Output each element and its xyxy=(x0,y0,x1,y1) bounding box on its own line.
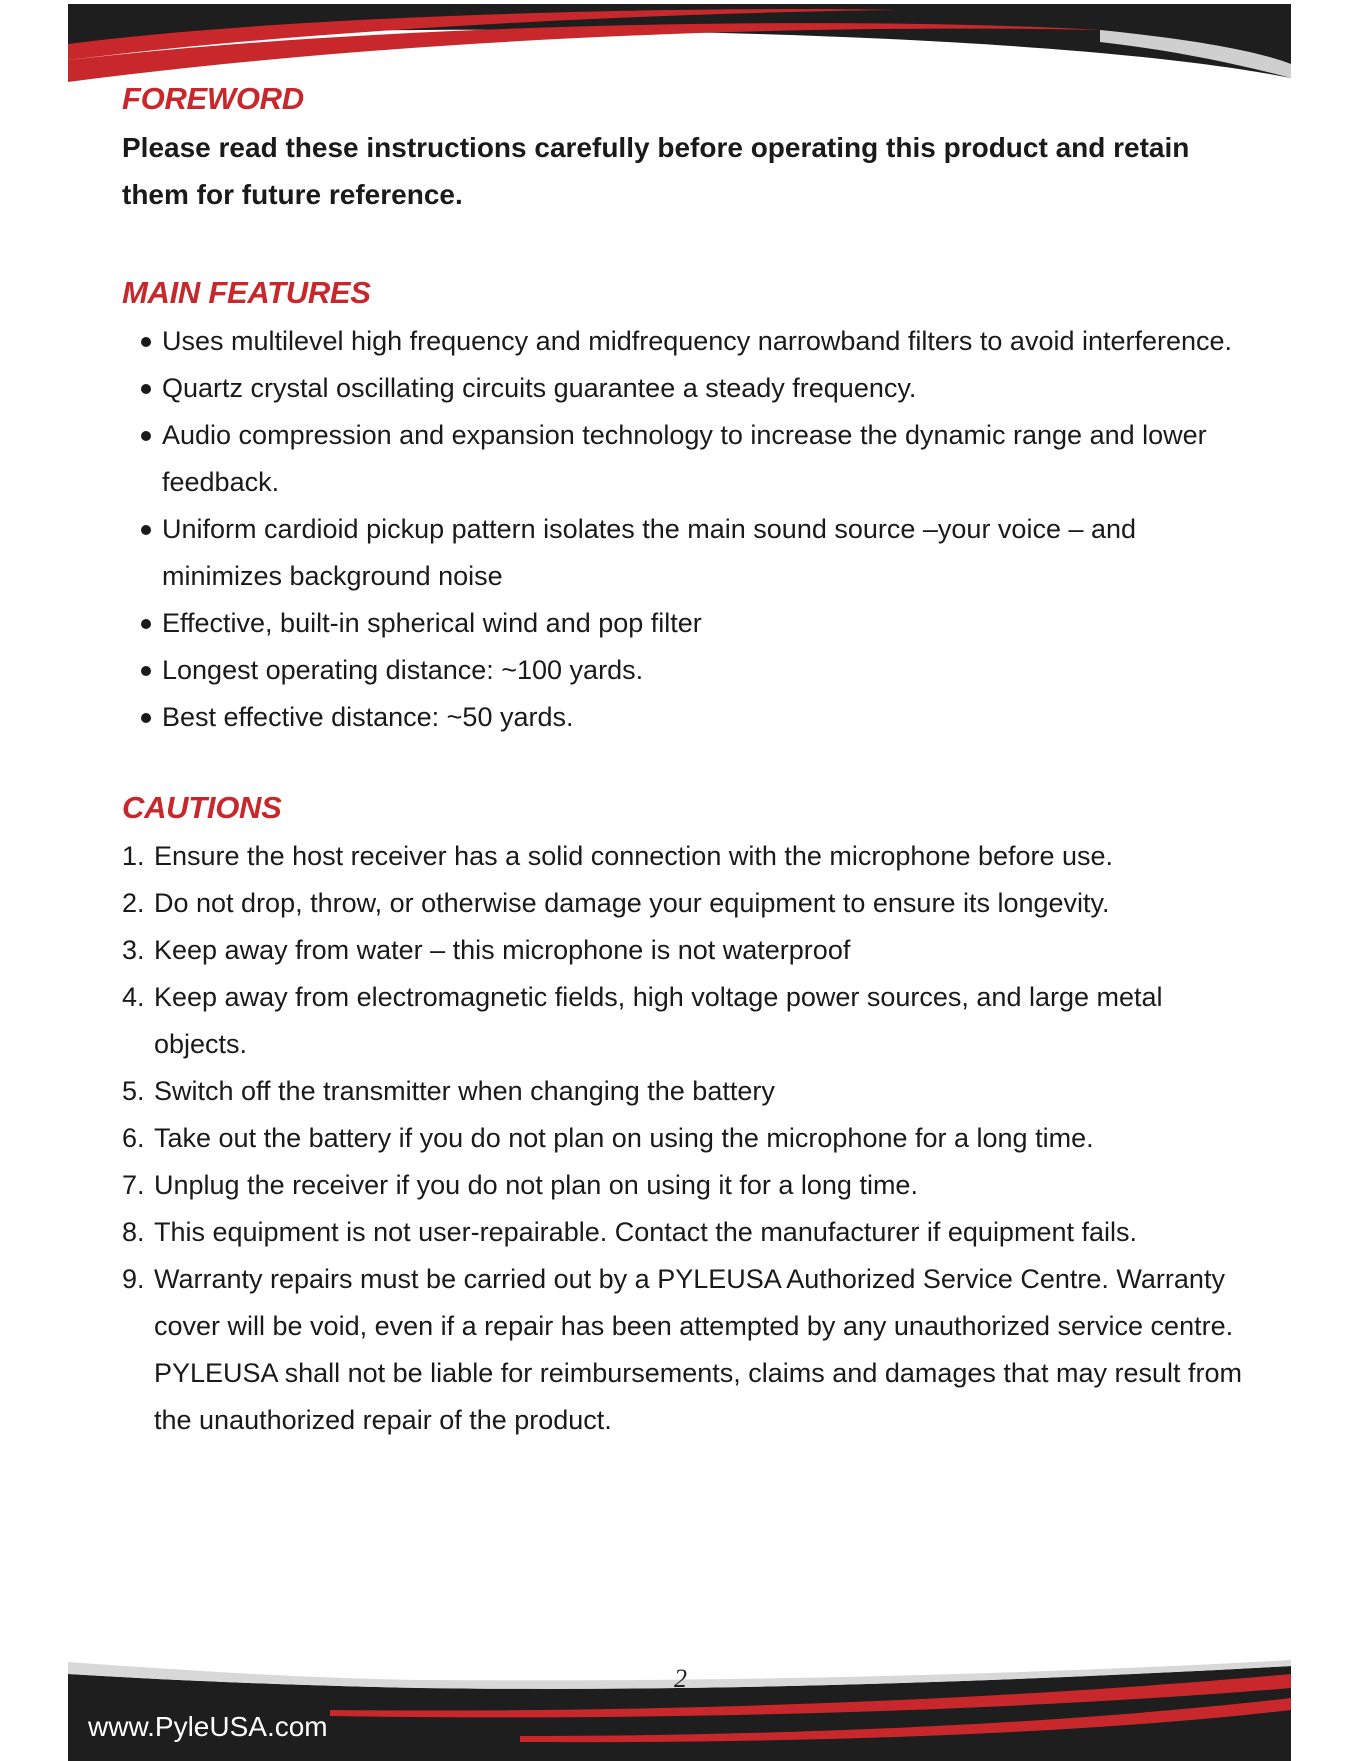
bullet-icon xyxy=(141,666,151,676)
caution-number: 6. xyxy=(122,1123,145,1153)
caution-text: Do not drop, throw, or otherwise damage your equipment to ensure its longevity. xyxy=(154,888,1110,918)
page-content xyxy=(122,74,1262,1444)
caution-item xyxy=(122,1162,1262,1209)
bullet-icon xyxy=(141,619,151,629)
caution-number: 2. xyxy=(122,888,145,918)
caution-number: 8. xyxy=(122,1217,145,1247)
bullet-icon xyxy=(141,713,151,723)
feature-item: Audio compression and expansion technology to increase the dynamic range and lower feedback. xyxy=(122,412,1262,506)
caution-number: 1. xyxy=(122,841,145,871)
feature-item: Effective, built-in spherical wind and pop filter xyxy=(122,600,1262,647)
website-url: www.PyleUSA.com xyxy=(88,1711,328,1742)
foreword-heading: FOREWORD xyxy=(122,81,304,116)
caution-text: This equipment is not user-repairable. Contact the manufacturer if equipment fails. xyxy=(154,1217,1137,1247)
caution-text: Keep away from water – this microphone is not waterproof xyxy=(154,935,851,965)
bullet-icon xyxy=(141,431,151,441)
bullet-icon xyxy=(141,337,151,347)
caution-item xyxy=(122,927,1262,974)
caution-item xyxy=(122,1115,1262,1162)
caution-item xyxy=(122,974,1262,1068)
cautions-heading: CAUTIONS xyxy=(122,790,282,825)
feature-item: Longest operating distance: ~100 yards. xyxy=(122,647,1262,694)
caution-item xyxy=(122,833,1262,880)
caution-text: Ensure the host receiver has a solid connection with the microphone before use. xyxy=(154,841,1114,871)
bullet-icon xyxy=(141,384,151,394)
feature-item: Quartz crystal oscillating circuits guarantee a steady frequency. xyxy=(122,365,1262,412)
caution-number: 5. xyxy=(122,1076,145,1106)
cautions-list xyxy=(122,833,1262,1444)
caution-text: Warranty repairs must be carried out by a PYLEUSA Authorized Service Centre. Warranty cover will be void, even if a repair has been attempted by any unauthorized service centre. PYLEUSA shall not be liable for reimbursements, claims and damages that may result from the unauthorized repair of the product. xyxy=(154,1264,1242,1435)
caution-item xyxy=(122,1256,1262,1444)
caution-number: 4. xyxy=(122,982,145,1012)
bullet-icon xyxy=(141,525,151,535)
caution-item xyxy=(122,1209,1262,1256)
page-number: 2 xyxy=(674,1664,687,1693)
feature-item: Uniform cardioid pickup pattern isolates the main sound source –your voice – and minimizes background noise xyxy=(122,506,1262,600)
features-list xyxy=(122,318,1262,741)
caution-text: Take out the battery if you do not plan on using the microphone for a long time. xyxy=(154,1123,1094,1153)
caution-number: 7. xyxy=(122,1170,145,1200)
feature-item: Uses multilevel high frequency and midfrequency narrowband filters to avoid interference. xyxy=(122,318,1262,365)
caution-text: Unplug the receiver if you do not plan on using it for a long time. xyxy=(154,1170,918,1200)
caution-item xyxy=(122,880,1262,927)
caution-number: 3. xyxy=(122,935,145,965)
caution-number: 9. xyxy=(122,1264,145,1294)
caution-text: Keep away from electromagnetic fields, high voltage power sources, and large metal objects. xyxy=(154,982,1163,1059)
caution-item xyxy=(122,1068,1262,1115)
foreword-text: Please read these instructions carefully before operating this product and retain them for future reference. xyxy=(122,132,1190,210)
main-features-heading: MAIN FEATURES xyxy=(122,275,371,310)
feature-item: Best effective distance: ~50 yards. xyxy=(122,694,1262,741)
caution-text: Switch off the transmitter when changing the battery xyxy=(154,1076,775,1106)
